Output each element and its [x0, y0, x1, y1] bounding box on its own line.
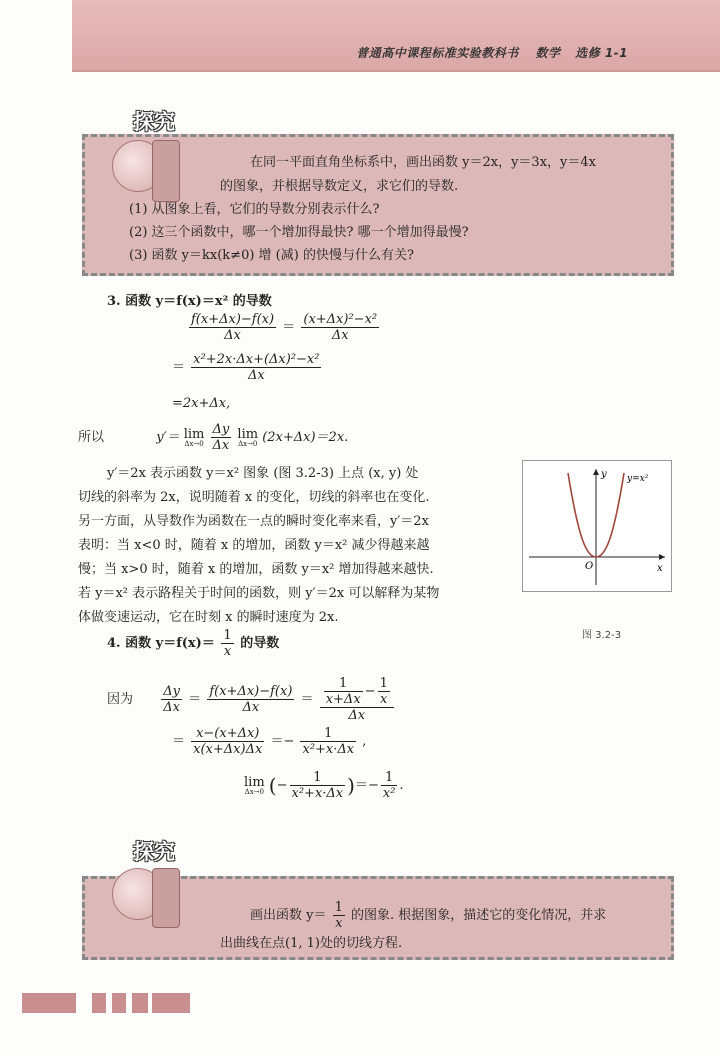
section3-number: 3. [107, 294, 121, 309]
section4-heading [107, 628, 279, 659]
f3-b-den: x [380, 692, 388, 707]
explore2-frac-num: 1 [334, 900, 343, 915]
explore-tag-2: 探究 [133, 840, 175, 864]
explore1-question-3: (3) 函数 y＝kx(k≠0) 增 (减) 的快慢与什么有关? [129, 248, 414, 263]
h-result [381, 770, 398, 801]
eq2-num: x²+2x·Δx+(Δx)²−x² [193, 352, 320, 367]
x-axis-label: x [657, 563, 663, 574]
footer-bar-2 [92, 993, 106, 1013]
eq1-rhs-num: (x+Δx)²−x² [303, 312, 378, 327]
header-band [72, 0, 720, 72]
para-line-2: 切线的斜率为 2x，说明随着 x 的变化，切线的斜率也在变化. [78, 490, 430, 505]
h-num: 1 [290, 770, 346, 786]
section3-eq3: =2x+Δx, [172, 396, 231, 411]
eq1-lhs-num: f(x+Δx)−f(x) [191, 312, 275, 327]
g1-num: x−(x+Δx) [191, 726, 264, 742]
limit-prefix: y′＝ [156, 430, 180, 445]
x-axis-arrow [659, 554, 665, 560]
lim-word-2: lim [237, 426, 259, 442]
f3-inner-a [324, 676, 363, 707]
figure-caption: 图 3.2-3 [582, 630, 622, 641]
h-fraction [290, 770, 346, 801]
h-res-den: x² [382, 786, 396, 801]
eq2-den: Δx [247, 368, 265, 383]
g2-prefix: ＝− [270, 734, 295, 749]
footer-bar-5 [152, 993, 190, 1013]
running-header [356, 44, 628, 61]
section4-limit-line: lim Δx→0 (− $\frac{1}{\text{x²+x·Δx}}$ )＝− $\frac{1}{\text{x²}}$ . [244, 770, 404, 801]
explore2-line1-b: 的图象. 根据图象，描述它的变化情况，并求 [351, 908, 607, 923]
para-line-6: 若 y＝x² 表示路程关于时间的函数，则 y′＝2x 可以解释为某物 [78, 586, 440, 601]
subject: 数学 [535, 46, 561, 60]
section3-title: 函数 y＝f(x)＝x² 的导数 [125, 294, 272, 309]
section4-g-line: ＝ $\frac{x-(x+\Delta x)}{x(x+\Delta x)\Delta x}$ ＝− $\frac{1}{\text{x²+x·Δx}}$ , [172, 726, 367, 757]
limit-frac-den: Δx [212, 438, 230, 453]
section4-title-b: 的导数 [240, 636, 280, 651]
parabola-plot [523, 461, 671, 591]
para-line-7: 体做变速运动，它在时刻 x 的瞬时速度为 2x. [78, 610, 339, 625]
footer-bar-3 [112, 993, 126, 1013]
because-label: 因为 [107, 692, 134, 707]
f3-a-num: 1 [324, 676, 363, 692]
figure-parabola [522, 460, 672, 592]
eq1-lhs-fraction [189, 312, 276, 343]
lim-sub: Δx→0 [184, 439, 204, 448]
eq1-lhs-den: Δx [224, 328, 241, 343]
g1-den: x(x+Δx)Δx [193, 742, 263, 757]
s4-frac-num: 1 [223, 628, 232, 643]
f2-den: Δx [242, 700, 260, 715]
lim-sub-2: Δx→0 [238, 439, 258, 448]
f1-den: Δx [163, 700, 181, 715]
f2-num: f(x+Δx)−f(x) [209, 684, 293, 699]
explore2-line1 [250, 900, 606, 931]
explore2-line2: 出曲线在点(1, 1)处的切线方程. [220, 936, 403, 951]
limit-operator-3 [244, 776, 265, 796]
lim-word: lim [183, 426, 205, 442]
footer-bar-4 [132, 993, 148, 1013]
g2-fraction [300, 726, 356, 757]
f1-num: Δy [163, 684, 181, 699]
limit-operator-2 [237, 428, 258, 448]
f3-a-den: x+Δx [325, 692, 361, 707]
g2-suffix: , [362, 734, 367, 749]
h-den: x²+x·Δx [291, 786, 344, 801]
section3-eq1: $\frac{f(x+\Delta x)-f(x)}{\Delta x}$ ＝ $\frac{\text{(x+Δx)²−x²}}{\Delta x}$ [191, 312, 378, 343]
series-title: 普通高中课程标准实验教科书 [356, 46, 519, 60]
section4-number: 4. [107, 636, 121, 651]
para-line-5: 慢；当 x>0 时，随着 x 的增加，函数 y＝x² 增加得越来越快. [78, 562, 434, 577]
origin-label: O [585, 561, 594, 572]
explore1-intro-line1: 在同一平面直角坐标系中，画出函数 y＝2x，y＝3x，y＝4x [250, 155, 596, 170]
g2-den: x²+x·Δx [302, 742, 355, 757]
explore2-frac-den: x [335, 916, 343, 931]
explore-tag-1: 探究 [133, 110, 175, 134]
limit-fraction [211, 422, 232, 453]
keyhole-icon-2 [152, 868, 180, 928]
h-res-num: 1 [381, 770, 398, 786]
footer-bar-1 [22, 993, 76, 1013]
f3-num: $\frac{1}{x+\Delta x}$ − $\frac{1}{x}$ [320, 676, 394, 708]
curve-label: y=x² [627, 474, 649, 484]
section3-heading [107, 290, 272, 309]
f3-inner-b [378, 676, 390, 707]
explore2-frac [333, 900, 345, 931]
section4-because-line: 因为 $\frac{\Delta y}{\Delta x}$ ＝ $\frac{f(x+\Delta x)-f(x)}{\Delta x}$ ＝ $\frac{1}{x+\Delta x}$ − $\frac{1}{x}$ Δx [107, 676, 396, 723]
f3-fraction [320, 676, 394, 723]
explore1-question-2: (2) 这三个函数中，哪一个增加得最快? 哪一个增加得最慢? [129, 225, 469, 240]
so-label: 所以 [78, 430, 105, 445]
limit-operator-1 [184, 428, 205, 448]
y-axis-arrow [593, 469, 599, 475]
eq1-rhs-den: Δx [331, 328, 349, 343]
explore2-line1-a: 画出函数 y＝ [250, 908, 327, 923]
volume: 选修 1-1 [575, 46, 628, 60]
eq1-rhs-fraction [301, 312, 379, 343]
keyhole-icon [152, 140, 180, 202]
para-line-3: 另一方面，从导数作为函数在一点的瞬时变化率来看，y′＝2x [78, 514, 429, 529]
section3-eq2: ＝ $\frac{\text{x²+2x·Δx+(Δx)²−x²}}{\Delta x}$ [172, 352, 320, 383]
para-line-4: 表明：当 x<0 时，随着 x 的增加，函数 y＝x² 减少得越来越 [78, 538, 430, 553]
limit-suffix: (2x+Δx)＝2x. [262, 430, 349, 445]
explore1-question-1: (1) 从图象上看，它们的导数分别表示什么? [129, 202, 380, 217]
s4-frac-den: x [223, 644, 232, 659]
f1-fraction [161, 684, 182, 715]
g2-num: 1 [300, 726, 356, 742]
section3-limit [78, 422, 348, 453]
f2-fraction [207, 684, 294, 715]
section4-title-frac [221, 628, 233, 659]
f3-b-num: 1 [379, 676, 388, 691]
limit-frac-num: Δy [212, 422, 230, 437]
y-axis-label: y [601, 469, 607, 480]
g1-fraction [191, 726, 264, 757]
lim-word-3: lim [244, 774, 265, 790]
lim-sub-3: Δx→0 [244, 787, 264, 796]
para-line-1: y′＝2x 表示函数 y＝x² 图象 (图 3.2-3) 上点 (x, y) 处 [107, 466, 419, 481]
explore1-intro-line2: 的图象，并根据导数定义，求它们的导数. [220, 179, 459, 194]
section4-title-a: 函数 y＝f(x)＝ [125, 636, 215, 651]
f3-den: Δx [348, 708, 366, 723]
eq2-fraction [191, 352, 321, 383]
